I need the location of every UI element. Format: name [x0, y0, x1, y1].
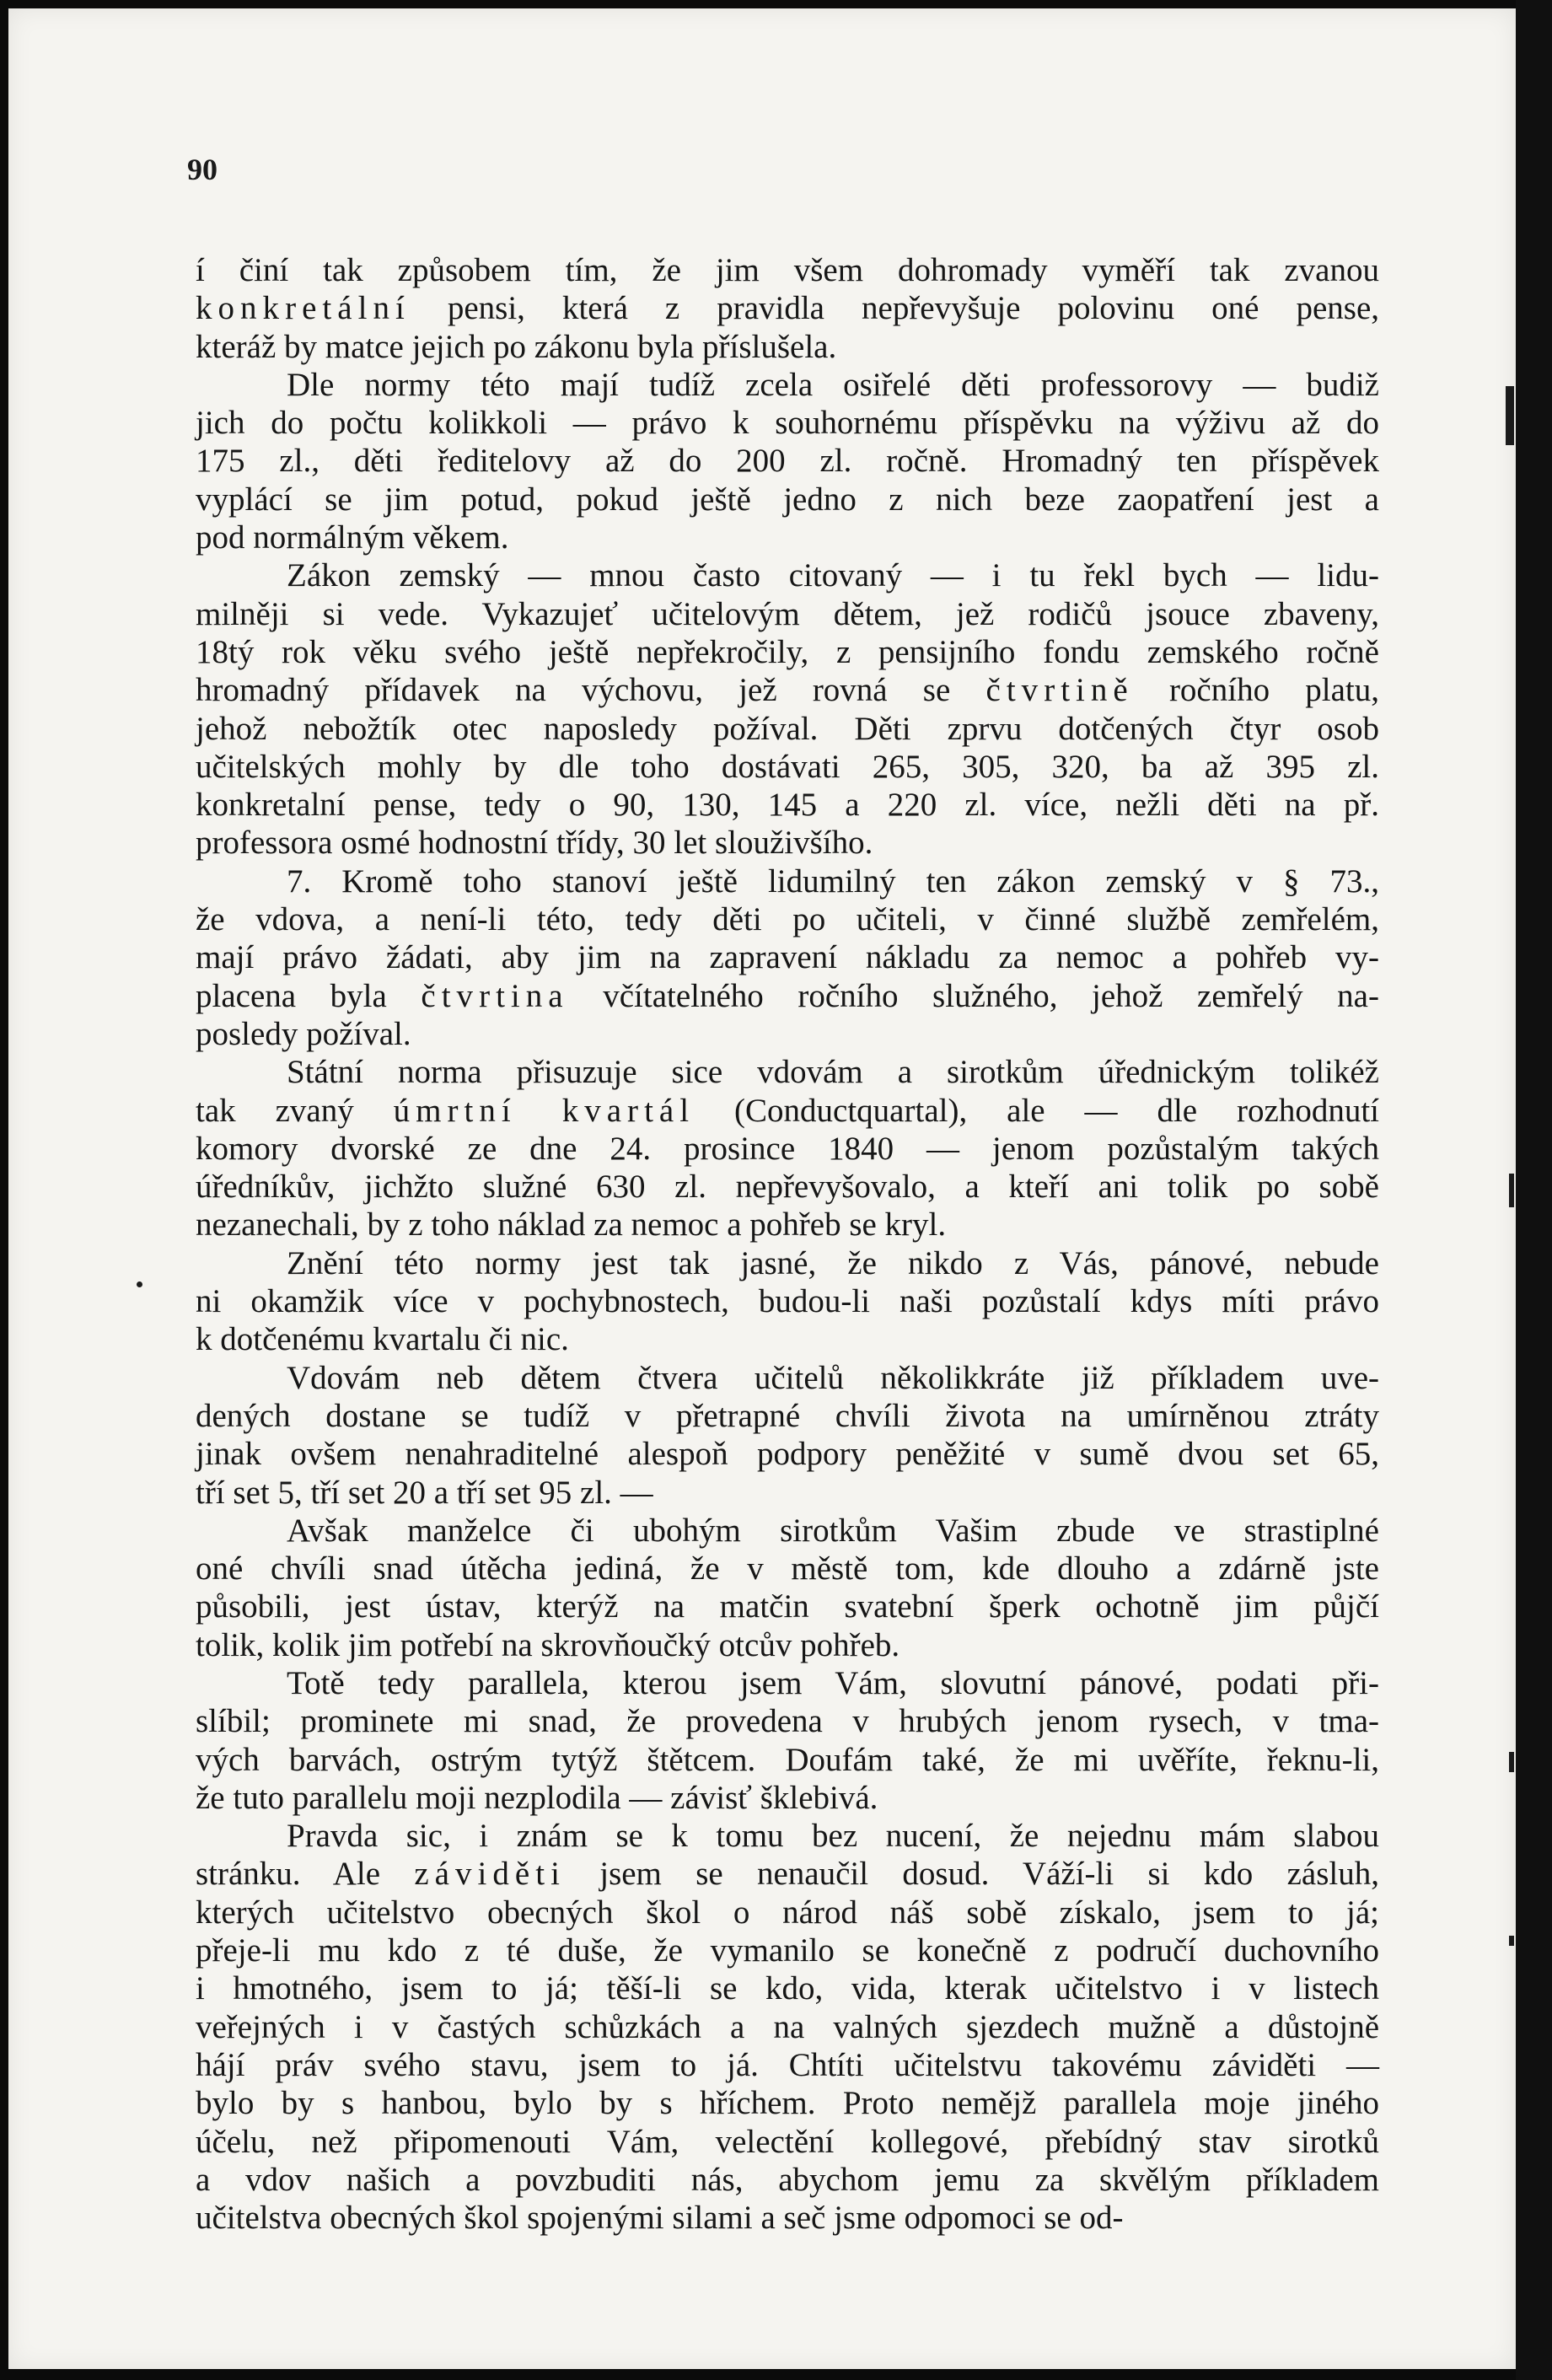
margin-mark — [1509, 1174, 1514, 1207]
text-line: ni okamžik více v pochybnostech, budou-li naši pozůstalí kdys míti právo — [196, 1283, 1379, 1320]
text-line: pod normálným věkem. — [196, 519, 509, 556]
emphasis-spaced: úmrtní kvartál — [393, 1092, 695, 1129]
text-line: tří set 5, tří set 20 a tří set 95 zl. — — [196, 1474, 653, 1511]
text-line: 18tý rok věku svého ještě nepřekročily, z pensijního fondu zemského ročně — [196, 633, 1379, 670]
text-line: Dle normy této mají tudíž zcela osiřelé děti professorovy — budiž — [287, 366, 1379, 403]
text-line: veřejných i v častých schůzkách a na valných sjezdech mužně a důstojně — [196, 2008, 1379, 2045]
margin-mark — [1509, 1936, 1514, 1946]
text-line: Státní norma přisuzuje sice vdovám a sirotkům úřednickým tolikéž — [287, 1054, 1379, 1091]
text-line: přeje-li mu kdo z té duše, že vymanilo se konečně z područí duchovního — [196, 1932, 1379, 1969]
text-line: mají právo žádati, aby jim na zapravení nákladu za nemoc a pohřeb vy- — [196, 939, 1379, 976]
text-line: nezanechali, by z toho náklad za nemoc a pohřeb se kryl. — [196, 1206, 947, 1244]
text-line: učitelstva obecných škol spojenými silami a seč jsme odpomoci se od- — [196, 2200, 1124, 2237]
emphasis-spaced: záviděti — [414, 1856, 566, 1893]
margin-mark — [1506, 386, 1514, 445]
scan-edge — [1516, 0, 1552, 2380]
text-line: a vdov našich a povzbuditi nás, abychom jemu za skvělým příkladem — [196, 2161, 1379, 2198]
text-line: vyplácí se jim potud, pokud ještě jedno z nich beze zaopatření jest a — [196, 481, 1379, 518]
text-line: í činí tak způsobem tím, že jim všem dohromady vyměří tak zvanou — [196, 252, 1379, 288]
emphasis-spaced: čtvrtině — [985, 672, 1134, 709]
text-line: učitelských mohly by dle toho dostávati 265, 305, 320, ba až 395 zl. — [196, 748, 1379, 785]
book-page — [8, 8, 1516, 2369]
text-line: milněji si vede. Vykazujeť učitelovým dětem, jež rodičů jsouce zbaveny, — [196, 595, 1379, 632]
text-line: 175 zl., děti ředitelovy až do 200 zl. ročně. Hromadný ten příspěvek — [196, 443, 1379, 480]
body-text — [196, 251, 1379, 2237]
text-line: Znění této normy jest tak jasné, že nikdo z Vás, pánové, nebude — [287, 1244, 1379, 1281]
text-line: oné chvíli snad útěcha jediná, že v městě tom, kde dlouho a zdárně jste — [196, 1550, 1379, 1588]
text-line: úředníkův, jichžto služné 630 zl. nepřevyšovalo, a kteří ani tolik po sobě — [196, 1169, 1379, 1206]
text-line: bylo by s hanbou, bylo by s hříchem. Proto nemějž parallela moje jiného — [196, 2085, 1379, 2122]
text-line: i hmotného, jsem to já; těší-li se kdo, vida, kterak učitelstvo i v listech — [196, 1970, 1379, 2007]
text-line: jich do počtu kolikkoli — právo k souhornému příspěvku na výživu až do — [196, 405, 1379, 442]
text-line: hromadný přídavek na výchovu, jež rovná se čtvrtině ročního platu, — [196, 672, 1379, 709]
text-line: účelu, než připomenouti Vám, velectění kollegové, přebídný stav sirotků — [196, 2123, 1379, 2160]
text-line: konkretální pensi, která z pravidla nepřevyšuje polovinu oné pense, — [196, 290, 1379, 327]
text-line: Totě tedy parallela, kterou jsem Vám, slovutní pánové, podati při- — [287, 1664, 1379, 1701]
text-line: Avšak manželce či ubohým sirotkům Vašim zbude ve strastiplné — [287, 1512, 1379, 1549]
text-line: Vdovám neb dětem čtvera učitelů několikkráte již příkladem uve- — [287, 1359, 1379, 1396]
text-line: tak zvaný úmrtní kvartál (Conductquartal), ale — dle rozhodnutí — [196, 1092, 1379, 1129]
text-line: hájí práv svého stavu, jsem to já. Chtíti učitelstvu takovému záviděti — — [196, 2046, 1379, 2083]
text-line: placena byla čtvrtina včítatelného ročního služného, jehož zemřelý na- — [196, 977, 1379, 1014]
text-line: kteráž by matce jejich po zákonu byla příslušela. — [196, 328, 837, 365]
text-line: jinak ovšem nenahraditelné alespoň podpory peněžité v sumě dvou set 65, — [196, 1436, 1379, 1473]
text-line: vých barvách, ostrým tytýž štětcem. Doufám také, že mi uvěříte, řeknu-li, — [196, 1741, 1379, 1778]
text-line: slíbil; prominete mi snad, že provedena v hrubých jenom rysech, v tma- — [196, 1703, 1379, 1740]
emphasis-spaced: čtvrtina — [421, 977, 569, 1014]
text-line: posledy požíval. — [196, 1015, 411, 1052]
text-line: konkretalní pense, tedy o 90, 130, 145 a 220 zl. více, nežli děti na př. — [196, 787, 1379, 824]
margin-mark — [137, 1281, 142, 1287]
text-line: tolik, kolik jim potřebí na skrovňoučký otcův pohřeb. — [196, 1626, 900, 1663]
text-line: k dotčenému kvartalu či nic. — [196, 1321, 569, 1358]
text-line: Zákon zemský — mnou často citovaný — i tu řekl bych — lidu- — [287, 557, 1379, 594]
text-line: komory dvorské ze dne 24. prosince 1840 — jenom pozůstalým takých — [196, 1130, 1379, 1167]
text-line: dených dostane se tudíž v přetrapné chvíli života na umírněnou ztráty — [196, 1397, 1379, 1434]
text-line: stránku. Ale záviděti jsem se nenaučil dosud. Váží-li si kdo zásluh, — [196, 1856, 1379, 1893]
text-line: že vdova, a není-li této, tedy děti po učiteli, v činné službě zemřelém, — [196, 901, 1379, 938]
margin-mark — [1509, 1752, 1514, 1772]
emphasis-spaced: konkretální — [196, 290, 411, 327]
text-line: professora osmé hodnostní třídy, 30 let slouživšího. — [196, 825, 873, 862]
text-line: 7. Kromě toho stanoví ještě lidumilný ten zákon zemský v § 73., — [287, 862, 1379, 900]
text-line: že tuto parallelu moji nezplodila — závisť šklebivá. — [196, 1779, 878, 1816]
text-line: působili, jest ústav, kterýž na matčin svatební šperk ochotně jim půjčí — [196, 1588, 1379, 1625]
text-line: Pravda sic, i znám se k tomu bez nucení, že nejednu mám slabou — [287, 1818, 1379, 1855]
text-line: kterých učitelstvo obecných škol o národ náš sobě získalo, jsem to já; — [196, 1894, 1379, 1931]
page-number: 90 — [187, 153, 217, 186]
text-line: jehož nebožtík otec naposledy požíval. Děti zprvu dotčených čtyr osob — [196, 710, 1379, 747]
